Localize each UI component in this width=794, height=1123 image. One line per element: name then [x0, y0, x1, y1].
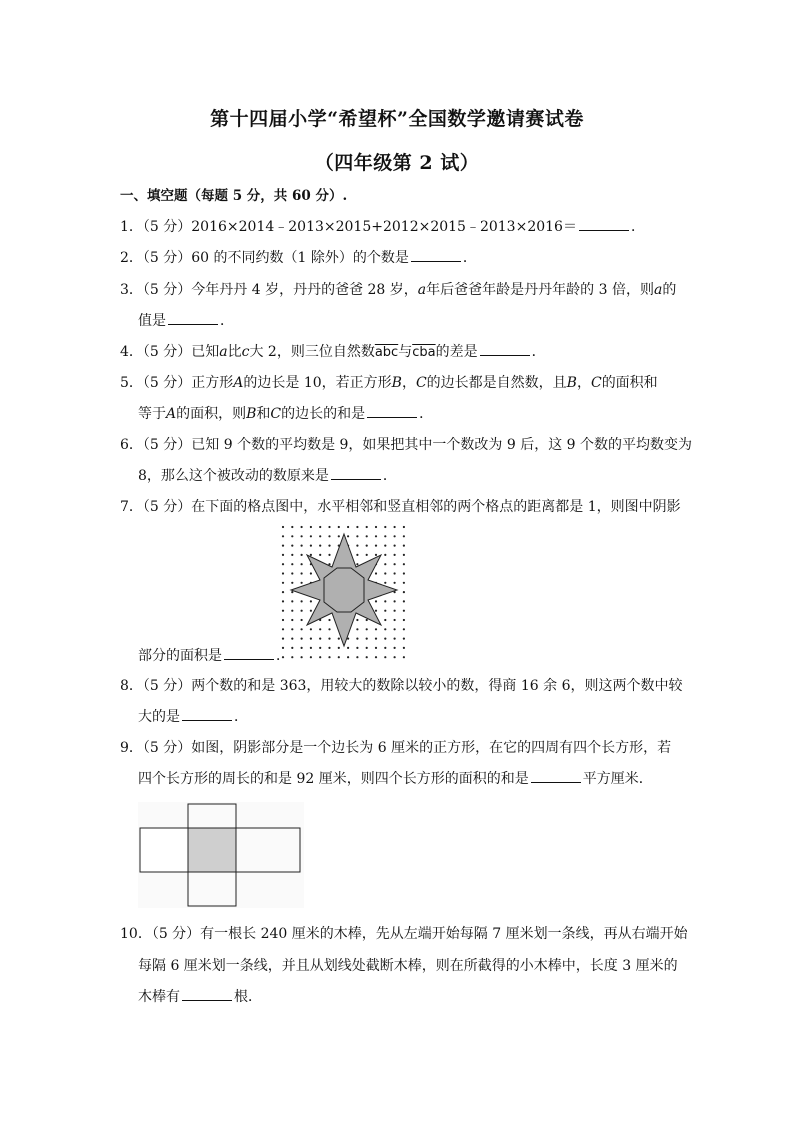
lattice-dot — [291, 647, 293, 649]
lattice-dot — [319, 647, 321, 649]
lattice-dot — [282, 563, 284, 565]
question-10-cont2 — [138, 987, 262, 1007]
lattice-dot — [403, 638, 405, 640]
lattice-dot — [394, 545, 396, 547]
answer-blank — [182, 708, 232, 721]
lattice-dot — [366, 554, 368, 556]
lattice-dot — [291, 600, 293, 602]
lattice-dot — [375, 656, 377, 658]
lattice-dot — [384, 600, 386, 602]
question-5-text: 5．（5 分）正方形 — [120, 375, 234, 391]
lattice-dot — [282, 591, 284, 593]
section-heading: 一、填空题（每题 5 分，共 60 分）. — [120, 188, 348, 204]
lattice-dot — [394, 572, 396, 574]
lattice-dot — [366, 535, 368, 537]
question-3-cont — [138, 311, 234, 331]
lattice-dot — [310, 600, 312, 602]
lattice-dot — [366, 656, 368, 658]
question-10-cont: 每隔 6 厘米划一条线，并且从划线处截断木棒，则在所截得的小木棒中，长度 3 厘米的 — [138, 958, 678, 974]
variable-A: A — [166, 406, 177, 422]
lattice-dot — [356, 638, 358, 640]
lattice-dot — [310, 610, 312, 612]
lattice-dot — [347, 647, 349, 649]
lattice-dot — [291, 591, 293, 593]
answer-blank — [367, 405, 417, 418]
lattice-dot — [291, 610, 293, 612]
question-3-text: 年后爸爸年龄是丹丹年龄的 3 倍，则 — [426, 282, 654, 298]
lattice-dot — [403, 591, 405, 593]
lattice-dot — [338, 535, 340, 537]
lattice-dot — [366, 647, 368, 649]
lattice-dot — [301, 600, 303, 602]
variable-c: c — [241, 344, 250, 360]
lattice-dot — [394, 554, 396, 556]
end-dot: ． — [531, 344, 546, 360]
question-3-text: 3．（5 分）今年丹丹 4 岁，丹丹的爸爸 28 岁， — [120, 282, 418, 298]
question-6-cont — [138, 466, 397, 486]
lattice-figure — [280, 524, 410, 662]
lattice-dot — [328, 656, 330, 658]
variable-C: C — [415, 375, 427, 391]
question-8-cont — [138, 707, 248, 727]
lattice-dot — [356, 535, 358, 537]
question-5-text: 的边长的和是 — [281, 406, 366, 422]
lattice-dot — [375, 600, 377, 602]
lattice-dot — [366, 638, 368, 640]
question-2-text: 2．（5 分）60 的不同约数（1 除外）的个数是 — [120, 250, 409, 266]
lattice-dot — [301, 582, 303, 584]
lattice-dot — [375, 572, 377, 574]
lattice-dot — [328, 526, 330, 528]
question-10-text: 根． — [234, 989, 262, 1005]
end-dot: ． — [220, 313, 234, 329]
lattice-dot — [319, 554, 321, 556]
question-9-text: 四个长方形的周长的和是 92 厘米，则四个长方形的面积的和是 — [138, 771, 529, 787]
question-2 — [120, 248, 477, 268]
lattice-dot — [282, 610, 284, 612]
question-5-text: 的边长都是自然数，且 — [426, 375, 567, 391]
lattice-dot — [319, 545, 321, 547]
question-8-text: 大的是 — [138, 709, 180, 725]
lattice-dot — [291, 582, 293, 584]
lattice-dot — [291, 554, 293, 556]
question-10: 10．（5 分）有一根长 240 厘米的木棒，先从左端开始每隔 7 厘米划一条线，再从右端开始 — [120, 926, 688, 942]
lattice-dot — [394, 535, 396, 537]
lattice-dot — [403, 572, 405, 574]
lattice-dot — [291, 545, 293, 547]
lattice-dot — [403, 563, 405, 565]
lattice-dot — [282, 572, 284, 574]
lattice-dot — [328, 535, 330, 537]
lattice-dot — [291, 563, 293, 565]
question-5-text: 的边长是 10，若正方形 — [243, 375, 392, 391]
lattice-dot — [375, 554, 377, 556]
lattice-dot — [394, 619, 396, 621]
variable-a: a — [653, 282, 663, 298]
answer-blank — [579, 218, 629, 231]
answer-blank — [531, 770, 581, 783]
lattice-dot — [375, 545, 377, 547]
lattice-dot — [375, 535, 377, 537]
lattice-dot — [310, 638, 312, 640]
lattice-dot — [282, 545, 284, 547]
lattice-dot — [338, 656, 340, 658]
lattice-dot — [282, 619, 284, 621]
lattice-dot — [384, 619, 386, 621]
question-5-cont — [138, 404, 433, 424]
question-9-cont — [138, 769, 653, 789]
lattice-dot — [338, 526, 340, 528]
question-5-text: ， — [401, 375, 416, 391]
lattice-dot — [301, 619, 303, 621]
lattice-dot — [291, 656, 293, 658]
lattice-dot — [328, 619, 330, 621]
answer-blank — [168, 312, 218, 325]
lattice-dot — [384, 656, 386, 658]
lattice-dot — [301, 545, 303, 547]
question-3-text: 值是 — [138, 313, 166, 329]
question-4-text: 的差是 — [435, 344, 478, 360]
lattice-dot — [384, 647, 386, 649]
lattice-dot — [356, 647, 358, 649]
question-4-text: 与 — [398, 344, 413, 360]
question-7: 7．（5 分）在下面的格点图中，水平相邻和竖直相邻的两个格点的距离都是 1，则图中阴影 — [120, 499, 681, 515]
lattice-dot — [384, 535, 386, 537]
lattice-dot — [403, 582, 405, 584]
question-9-text: 平方厘米． — [582, 771, 653, 787]
lattice-dot — [375, 628, 377, 630]
lattice-dot — [356, 656, 358, 658]
lattice-dot — [394, 610, 396, 612]
lattice-dot — [291, 535, 293, 537]
lattice-dot — [310, 628, 312, 630]
lattice-dot — [301, 572, 303, 574]
lattice-dot — [282, 526, 284, 528]
lattice-dot — [282, 638, 284, 640]
lattice-dot — [356, 563, 358, 565]
overline-abc: $\overline{abc}$ — [374, 345, 399, 360]
lattice-dot — [403, 526, 405, 528]
lattice-dot — [301, 563, 303, 565]
lattice-dot — [375, 526, 377, 528]
variable-B: B — [391, 375, 402, 391]
answer-blank — [182, 988, 232, 1001]
lattice-dot — [375, 610, 377, 612]
lattice-dot — [384, 545, 386, 547]
question-3-text: 的 — [662, 282, 677, 298]
lattice-dot — [310, 554, 312, 556]
lattice-dot — [394, 563, 396, 565]
lattice-dot — [301, 535, 303, 537]
lattice-dot — [347, 656, 349, 658]
lattice-dot — [347, 526, 349, 528]
variable-C: C — [590, 375, 602, 391]
question-1 — [120, 217, 645, 237]
lattice-dot — [384, 582, 386, 584]
lattice-dot — [338, 638, 340, 640]
lattice-dot — [394, 628, 396, 630]
variable-B: B — [566, 375, 577, 391]
lattice-dot — [338, 647, 340, 649]
lattice-dot — [384, 554, 386, 556]
question-5-text: 的面积和 — [601, 375, 658, 391]
lattice-dot — [310, 572, 312, 574]
lattice-dot — [291, 572, 293, 574]
lattice-dot — [291, 638, 293, 640]
variable-A: A — [233, 375, 244, 391]
lattice-dot — [319, 628, 321, 630]
lattice-dot — [291, 526, 293, 528]
lattice-dot — [328, 545, 330, 547]
lattice-dot — [301, 638, 303, 640]
question-5-text: 的面积，则 — [176, 406, 247, 422]
lattice-dot — [328, 638, 330, 640]
lattice-dot — [375, 647, 377, 649]
question-5-text: 和 — [256, 406, 271, 422]
lattice-dot — [394, 647, 396, 649]
cross-rectangles-figure — [138, 802, 304, 908]
lattice-dot — [356, 526, 358, 528]
lattice-dot — [356, 545, 358, 547]
lattice-dot — [403, 656, 405, 658]
lattice-dot — [282, 582, 284, 584]
lattice-dot — [319, 656, 321, 658]
lattice-dot — [356, 619, 358, 621]
question-4-text: 大 2，则三位自然数 — [249, 344, 375, 360]
lattice-dot — [282, 554, 284, 556]
exam-title: 第十四届小学“希望杯”全国数学邀请赛试卷 — [210, 108, 584, 130]
lattice-dot — [356, 554, 358, 556]
lattice-dot — [403, 628, 405, 630]
lattice-dot — [328, 647, 330, 649]
lattice-dot — [394, 582, 396, 584]
end-dot: ． — [462, 250, 477, 266]
answer-blank — [224, 647, 274, 660]
lattice-dot — [375, 638, 377, 640]
lattice-dot — [394, 600, 396, 602]
question-10-text: 木棒有 — [138, 989, 180, 1005]
end-dot: ． — [234, 709, 248, 725]
answer-blank — [480, 343, 530, 356]
lattice-dot — [301, 610, 303, 612]
lattice-dot — [319, 526, 321, 528]
lattice-dot — [384, 638, 386, 640]
lattice-dot — [301, 647, 303, 649]
question-5 — [120, 373, 658, 393]
question-5-text: ， — [576, 375, 591, 391]
star-shape — [291, 534, 397, 646]
end-dot: ． — [276, 648, 290, 664]
answer-blank — [331, 467, 381, 480]
lattice-dot — [301, 526, 303, 528]
overline-cba: $\overline{cba}$ — [412, 345, 436, 360]
lattice-dot — [328, 628, 330, 630]
lattice-dot — [347, 535, 349, 537]
lattice-dot — [319, 638, 321, 640]
variable-C: C — [270, 406, 282, 422]
question-6: 6．（5 分）已知 9 个数的平均数是 9，如果把其中一个数改为 9 后，这 9 个数的平均数变为 — [120, 437, 693, 453]
lattice-dot — [282, 628, 284, 630]
lattice-dot — [403, 554, 405, 556]
lattice-dot — [301, 656, 303, 658]
question-7-text: 部分的面积是 — [138, 648, 222, 664]
lattice-dot — [291, 619, 293, 621]
lattice-dot — [301, 628, 303, 630]
lattice-dot — [282, 535, 284, 537]
variable-B: B — [246, 406, 257, 422]
question-4-text: 比 — [227, 344, 242, 360]
variable-a: a — [417, 282, 427, 298]
lattice-dot — [403, 545, 405, 547]
question-7-cont — [138, 646, 290, 666]
end-dot: ． — [419, 406, 434, 422]
answer-blank — [411, 249, 461, 262]
question-8: 8．（5 分）两个数的和是 363，用较大的数除以较小的数，得商 16 余 6，则这两个数中较 — [120, 678, 683, 694]
question-9: 9．（5 分）如图，阴影部分是一个边长为 6 厘米的正方形，在它的四周有四个长方形，若 — [120, 740, 672, 756]
lattice-dot — [319, 535, 321, 537]
question-4-text: 4．（5 分）已知 — [120, 344, 220, 360]
shaded-square — [188, 828, 236, 872]
lattice-dot — [366, 545, 368, 547]
end-dot: ． — [382, 468, 397, 484]
lattice-dot — [394, 526, 396, 528]
lattice-dot — [366, 526, 368, 528]
lattice-dot — [291, 628, 293, 630]
lattice-dot — [310, 656, 312, 658]
question-5-text: 等于 — [138, 406, 166, 422]
variable-a: a — [219, 344, 228, 360]
lattice-dot — [403, 600, 405, 602]
lattice-dot — [310, 526, 312, 528]
lattice-dot — [366, 628, 368, 630]
lattice-dot — [384, 526, 386, 528]
lattice-dot — [394, 638, 396, 640]
lattice-dot — [384, 628, 386, 630]
question-4 — [120, 342, 546, 363]
lattice-dot — [366, 619, 368, 621]
lattice-dot — [356, 628, 358, 630]
lattice-dot — [403, 619, 405, 621]
exam-subtitle: （四年级第 2 试） — [314, 152, 480, 174]
question-3 — [120, 280, 676, 300]
lattice-dot — [403, 610, 405, 612]
lattice-dot — [310, 535, 312, 537]
lattice-dot — [384, 572, 386, 574]
question-1-text: 1．（5 分）2016×2014﹣2013×2015+2012×2015﹣2013×2016＝ — [120, 219, 577, 235]
question-6-text: 8，那么这个被改动的数原来是 — [138, 468, 329, 484]
lattice-dot — [282, 600, 284, 602]
lattice-dot — [328, 554, 330, 556]
lattice-dot — [310, 545, 312, 547]
lattice-dot — [384, 563, 386, 565]
lattice-dot — [394, 656, 396, 658]
lattice-dot — [301, 554, 303, 556]
end-dot: ． — [630, 219, 645, 235]
lattice-dot — [384, 610, 386, 612]
lattice-dot — [310, 647, 312, 649]
lattice-dot — [403, 535, 405, 537]
lattice-dot — [403, 647, 405, 649]
